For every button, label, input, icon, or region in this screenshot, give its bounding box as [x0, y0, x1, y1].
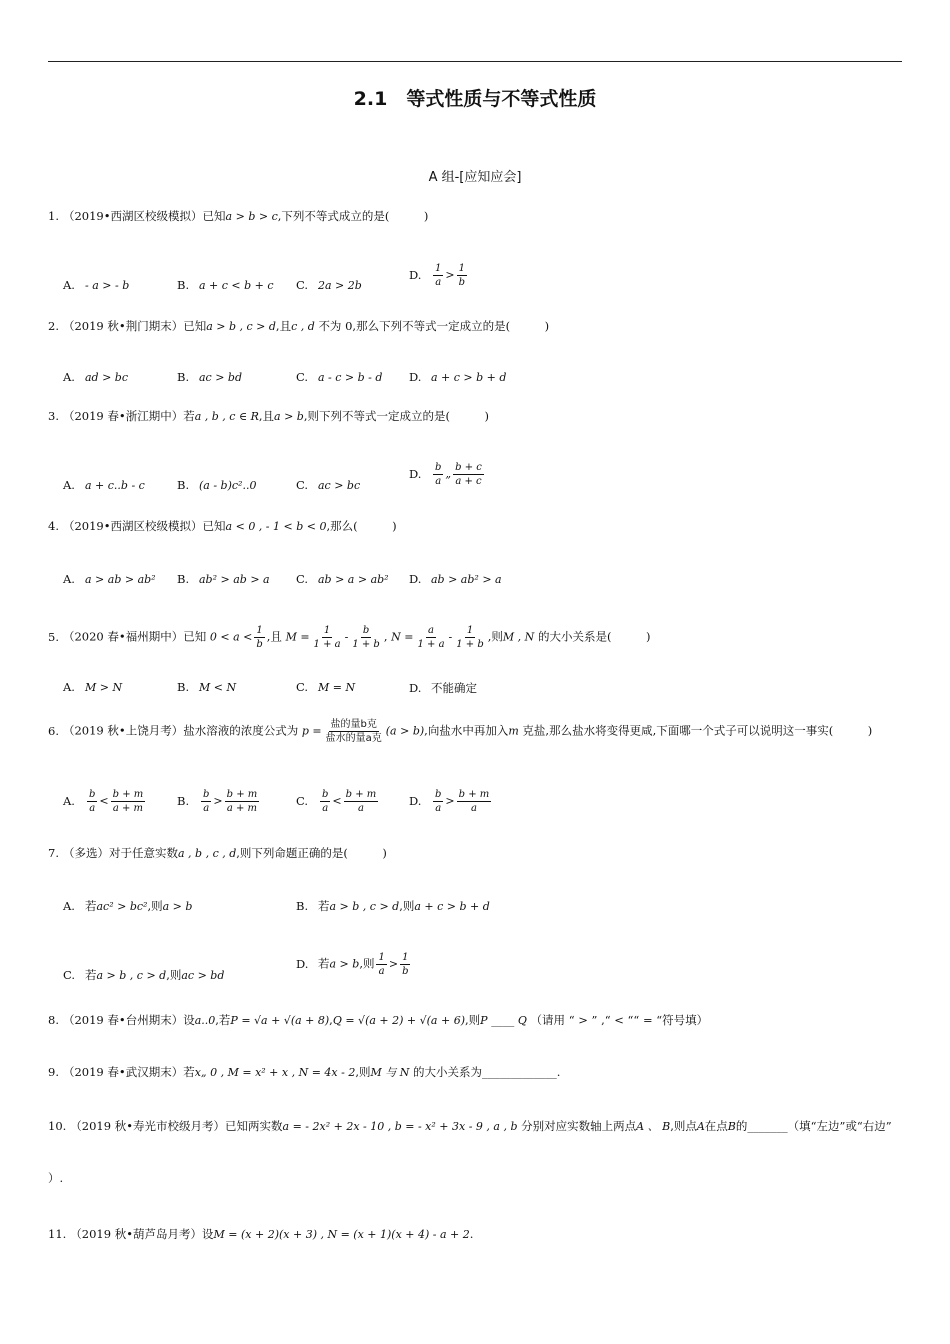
option-a[interactable] — [63, 572, 156, 586]
math: - — [344, 630, 349, 644]
option-b[interactable] — [177, 278, 274, 292]
page-title: 2.1 等式性质与不等式性质 — [353, 88, 597, 110]
option-d[interactable] — [296, 951, 412, 978]
option-label: D. — [409, 370, 422, 384]
question-4 — [48, 518, 397, 534]
option-label: B. — [177, 278, 190, 292]
relation: > — [445, 268, 455, 282]
math: a > b — [274, 410, 304, 423]
question-source: （2019 春•浙江期中）若 — [62, 409, 195, 423]
question-number: 7. — [48, 846, 59, 860]
option-label: C. — [63, 968, 76, 982]
math: ab > a > ab² — [318, 573, 389, 586]
question-number: 2. — [48, 319, 59, 333]
fraction — [433, 788, 443, 815]
question-source: （2019•西湖区校级模拟）已知 — [62, 519, 226, 533]
denominator: a — [435, 277, 442, 288]
math: a = - 2x² + 2x - 10 , b = - x² + 3x - 9 , a , b — [282, 1120, 518, 1133]
option-text: 若 — [85, 968, 97, 982]
question-text: ,若 — [215, 1013, 231, 1027]
math: a > b > c — [225, 210, 278, 223]
question-text: ,且 — [258, 409, 275, 423]
math: x„ 0 , M = x² + x , N = 4x - 2 — [194, 1066, 356, 1079]
math: ac > bc — [318, 479, 361, 492]
option-text: ,则 — [359, 956, 375, 971]
denominator: a — [203, 803, 210, 814]
question-text: 的大小关系是 — [537, 629, 607, 644]
option-label: D. — [409, 793, 422, 808]
math: M 与 N — [370, 1066, 410, 1079]
question-text: ,则下列命题正确的是 — [236, 846, 344, 860]
option-b[interactable] — [177, 788, 261, 815]
question-number: 5. — [48, 629, 59, 644]
option-b[interactable] — [296, 898, 490, 914]
math: Q — [517, 1014, 527, 1027]
option-text: 若 — [318, 956, 330, 971]
math: (a - b)c²..0 — [199, 479, 257, 492]
fraction — [324, 718, 384, 745]
option-label: B. — [177, 680, 190, 694]
math: A 、 B — [636, 1120, 671, 1133]
answer-paren: ( ) — [505, 319, 550, 333]
question-text: ,则 — [464, 1013, 481, 1027]
question-text: . — [469, 1227, 474, 1241]
math: 0 < a < — [209, 630, 253, 644]
question-text: 在点 — [704, 1119, 728, 1133]
option-label: A. — [63, 278, 75, 292]
fraction — [312, 624, 343, 651]
relation: „ — [445, 467, 452, 481]
question-10 — [48, 1118, 892, 1134]
question-text: ,下列不等式成立的是 — [277, 209, 385, 223]
option-label: C. — [296, 680, 309, 694]
question-number: 3. — [48, 409, 59, 423]
option-text: ,则 — [147, 899, 163, 913]
question-7 — [48, 845, 387, 861]
numerator: 1 — [378, 952, 385, 963]
math: p = — [301, 724, 322, 738]
option-label: D. — [409, 572, 422, 586]
option-label: C. — [296, 370, 309, 384]
option-b[interactable] — [177, 478, 256, 492]
denominator: a — [89, 803, 96, 814]
math: M , N — [502, 630, 535, 644]
question-10-continuation: ）. — [48, 1171, 64, 1185]
denominator: 盐水的量a克 — [325, 733, 382, 744]
answer-paren: ( ) — [343, 846, 387, 860]
question-text: ,则下列不等式一定成立的是 — [303, 409, 446, 423]
fraction — [344, 788, 379, 815]
numerator: b + c — [455, 462, 482, 473]
math: a + c > b + d — [431, 371, 507, 384]
option-label: B. — [177, 478, 190, 492]
fraction — [453, 461, 484, 488]
math: a , b , c , d — [177, 847, 237, 860]
option-b[interactable] — [177, 572, 270, 586]
question-source: （2020 春•福州期中）已知 — [62, 629, 207, 644]
question-8 — [48, 1012, 708, 1028]
numerator: 1 — [458, 263, 465, 274]
fraction — [111, 788, 146, 815]
question-source: （2019 春•武汉期末）若 — [62, 1065, 195, 1079]
numerator: 1 — [466, 625, 474, 636]
math: M > N — [85, 681, 123, 694]
math: P — [480, 1014, 488, 1027]
math: M < N — [199, 681, 237, 694]
option-label: B. — [177, 572, 190, 586]
question-number: 8. — [48, 1013, 59, 1027]
denominator: a — [378, 966, 385, 977]
option-a[interactable] — [63, 788, 147, 815]
question-text: 不为 0,那么下列不等式一定成立的是 — [318, 319, 506, 333]
option-label: A. — [63, 793, 75, 808]
math: a > b — [329, 957, 360, 971]
denominator: b — [256, 639, 263, 650]
numerator: b — [89, 789, 96, 800]
math: M = N — [318, 681, 356, 694]
answer-blank[interactable]: ____ — [491, 1013, 515, 1027]
numerator: b — [203, 789, 210, 800]
numerator: b — [435, 789, 442, 800]
fraction — [201, 788, 211, 815]
fraction — [225, 788, 260, 815]
fraction — [400, 951, 410, 978]
question-text: 分别对应实数轴上两点 — [521, 1119, 637, 1133]
option-c[interactable] — [296, 680, 355, 694]
fraction — [350, 624, 382, 651]
math: ab > ab² > a — [431, 573, 502, 586]
option-c[interactable] — [63, 967, 224, 983]
option-a[interactable] — [63, 370, 128, 384]
option-text: ,则 — [166, 968, 182, 982]
math: a + c..b - c — [85, 479, 145, 492]
denominator: a — [470, 803, 477, 814]
question-6 — [48, 718, 872, 745]
question-5: 5. （2020 春•福州期中）已知 0 < a < $\frac{1}{b}$ ,且 M = $\frac{1}{1 + a}$ - $\frac{b}{1 + b}$ , N = $\frac{a}{1 + a}$ - $\frac{1}{1 + b}$ ,则M , N 的大小关系是( ) — [48, 625, 651, 650]
option-label: C. — [296, 572, 309, 586]
math: a > b , c > d — [206, 320, 276, 333]
denominator: a — [322, 803, 329, 814]
math: a > b , c > d — [329, 900, 400, 913]
fraction — [254, 624, 264, 651]
math: P = √a + √(a + 8) — [230, 1014, 330, 1027]
math: ab² > ab > a — [199, 573, 270, 586]
option-label: A. — [63, 899, 75, 913]
math: a > ab > ab² — [85, 573, 156, 586]
option-text: 若 — [318, 899, 330, 913]
question-9 — [48, 1064, 560, 1080]
math: (a > b) — [385, 724, 425, 738]
denominator: a + m — [112, 803, 144, 814]
math: - — [448, 630, 453, 644]
question-3 — [48, 408, 489, 424]
option-a[interactable] — [63, 680, 122, 694]
question-note: （请用 “ > ” ,“ < ““ = “符号填） — [530, 1013, 709, 1027]
group-heading: A 组-[应知应会] — [428, 170, 522, 185]
numerator: b + m — [345, 789, 377, 800]
math: M = — [285, 630, 310, 644]
fraction — [433, 461, 443, 488]
fraction — [415, 624, 446, 651]
math: A — [696, 1120, 705, 1133]
question-source: （2019•西湖区校级模拟）已知 — [62, 209, 226, 223]
question-source: （2019 秋•荆门期末）已知 — [62, 319, 207, 333]
math: Q = √(a + 2) + √(a + 6) — [332, 1014, 465, 1027]
math: M = (x + 2)(x + 3) , N = (x + 1)(x + 4) - a + 2 — [213, 1228, 470, 1241]
option-label: C. — [296, 278, 309, 292]
question-number: 4. — [48, 519, 59, 533]
option-label: B. — [177, 793, 190, 808]
math: a > b — [162, 900, 193, 913]
question-text: ,向盐水中再加入 — [424, 723, 509, 738]
relation: < — [332, 794, 342, 808]
denominator: a + m — [226, 803, 258, 814]
question-text: ,则点 — [670, 1119, 697, 1133]
numerator: a — [428, 625, 434, 636]
option-label: B. — [177, 370, 190, 384]
math: a < 0 , - 1 < b < 0 — [225, 520, 327, 533]
relation: > — [388, 957, 399, 971]
option-label: B. — [296, 899, 309, 913]
answer-paren: ( ) — [828, 723, 873, 738]
option-label: A. — [63, 572, 75, 586]
denominator: 1 + b — [456, 639, 484, 650]
option-text: 若 — [85, 899, 97, 913]
math: a - c > b - d — [318, 371, 383, 384]
option-label: A. — [63, 680, 75, 694]
question-source: （2019 春•台州期末）设 — [62, 1013, 195, 1027]
numerator: 1 — [256, 625, 263, 636]
numerator: b — [435, 462, 442, 473]
math: B — [727, 1120, 736, 1133]
option-text: 不能确定 — [431, 681, 477, 695]
math: a , b , c ∈ R — [194, 410, 259, 423]
question-source: （多选）对于任意实数 — [62, 846, 178, 860]
denominator: b — [458, 277, 465, 288]
math: ac > bd — [181, 969, 225, 982]
option-d[interactable] — [409, 370, 506, 384]
question-1 — [48, 208, 428, 224]
question-number: 1. — [48, 209, 59, 223]
denominator: 1 + a — [313, 639, 341, 650]
option-d[interactable] — [409, 788, 493, 815]
question-text: 的大小关系为_____________. — [413, 1065, 561, 1079]
denominator: a — [357, 803, 364, 814]
option-c[interactable] — [296, 370, 382, 384]
math: c , d — [291, 320, 315, 333]
numerator: b — [362, 625, 370, 636]
numerator: 1 — [323, 625, 331, 636]
math: a..0 — [194, 1014, 216, 1027]
question-11 — [48, 1226, 473, 1242]
question-text: ,且 — [266, 629, 282, 644]
math: a + c > b + d — [414, 900, 490, 913]
math: a > b , c > d — [96, 969, 167, 982]
option-label: D. — [409, 681, 422, 695]
denominator: a — [435, 476, 442, 487]
denominator: 1 + a — [417, 639, 445, 650]
numerator: b + m — [458, 789, 490, 800]
option-c[interactable] — [296, 788, 380, 815]
question-2 — [48, 318, 549, 334]
denominator: 1 + b — [352, 639, 380, 650]
question-text: ,则 — [355, 1065, 371, 1079]
option-label: D. — [409, 267, 422, 282]
option-a[interactable] — [63, 898, 192, 914]
question-text: 的_______（填“左边”或“右边” — [735, 1119, 892, 1133]
option-a[interactable] — [63, 278, 129, 292]
option-label: D. — [409, 466, 422, 481]
option-label: D. — [296, 956, 309, 971]
answer-paren: ( ) — [384, 209, 429, 223]
question-number: 10. — [48, 1119, 67, 1133]
option-c[interactable] — [296, 478, 360, 492]
question-source: （2019 秋•上饶月考）盐水溶液的浓度公式为 — [62, 723, 299, 738]
math: N = — [391, 630, 414, 644]
fraction — [87, 788, 97, 815]
numerator: b + m — [226, 789, 258, 800]
question-source: （2019 秋•寿光市校级月考）已知两实数 — [70, 1119, 283, 1133]
fraction — [320, 788, 330, 815]
option-text: ,则 — [399, 899, 415, 913]
option-c[interactable] — [296, 278, 362, 292]
option-d[interactable] — [409, 262, 469, 289]
option-d[interactable] — [409, 572, 502, 586]
numerator: b — [322, 789, 329, 800]
answer-paren: ( ) — [353, 519, 397, 533]
numerator: 1 — [402, 952, 409, 963]
option-label: C. — [296, 793, 309, 808]
math: a + c < b + c — [199, 279, 274, 292]
denominator: a + c — [455, 476, 482, 487]
option-label: C. — [296, 478, 309, 492]
option-label: A. — [63, 370, 75, 384]
question-text: ,则 — [487, 629, 503, 644]
question-number: 9. — [48, 1065, 59, 1079]
option-label: A. — [63, 478, 75, 492]
math: - a > - b — [85, 279, 130, 292]
question-source: （2019 秋•葫芦岛月考）设 — [70, 1227, 214, 1241]
question-text: 克盐,那么盐水将变得更咸,下面哪一个式子可以说明这一事实 — [522, 723, 829, 738]
header-rule — [48, 61, 902, 62]
math: ac > bd — [199, 371, 243, 384]
question-number: 11. — [48, 1227, 67, 1241]
option-d[interactable] — [409, 461, 486, 488]
question-text: , — [329, 1013, 333, 1027]
question-text: ,且 — [275, 319, 292, 333]
question-text: ,那么 — [326, 519, 354, 533]
numerator: 1 — [435, 263, 442, 274]
math: ac² > bc² — [96, 900, 148, 913]
math: ad > bc — [85, 371, 129, 384]
numerator: 盐的量b克 — [330, 719, 377, 730]
fraction — [376, 951, 386, 978]
fraction — [454, 624, 486, 651]
answer-paren: ( ) — [606, 629, 651, 644]
relation: > — [213, 794, 223, 808]
fraction — [457, 788, 492, 815]
numerator: b + m — [112, 789, 144, 800]
option-b[interactable] — [177, 370, 242, 384]
denominator: b — [402, 966, 409, 977]
relation: < — [99, 794, 109, 808]
math: m — [508, 724, 519, 738]
answer-paren: ( ) — [445, 409, 489, 423]
option-c[interactable] — [296, 572, 389, 586]
fraction — [433, 262, 443, 289]
fraction — [457, 262, 467, 289]
relation: > — [445, 794, 455, 808]
math: 2a > 2b — [318, 279, 362, 292]
option-a[interactable] — [63, 478, 145, 492]
question-number: 6. — [48, 723, 59, 738]
option-b[interactable] — [177, 680, 236, 694]
denominator: a — [435, 803, 442, 814]
option-d[interactable] — [409, 680, 477, 696]
